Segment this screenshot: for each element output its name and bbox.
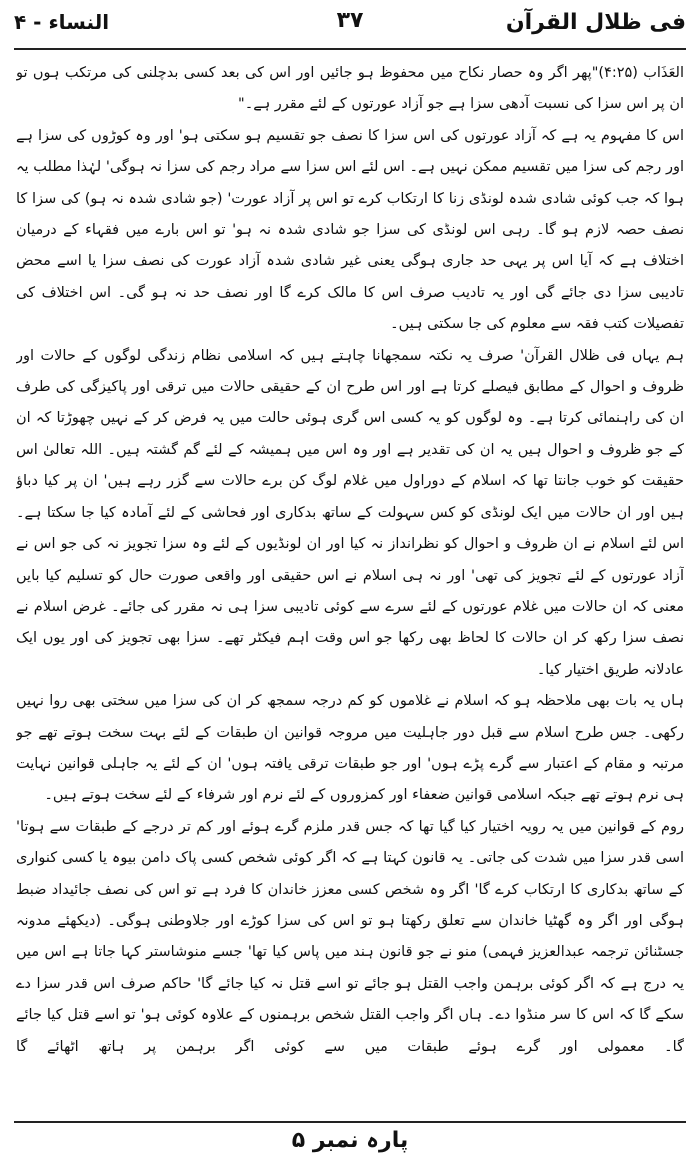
paragraph-3: ہم یہاں فی ظلال القرآن' صرف یہ نکتہ سمجھانا چاہتے ہیں کہ اسلامی نظام زندگی لوگوں کے حالات اور ظروف و احوال کے مطابق فیصلے کرتا ہے اور اس طرح ان کے حقیقی حالات میں ترقی اور پاکیزگی کی طرف ان کی راہنمائی کرتا ہے۔ وہ لوگوں کو یہ کسی اس گری ہوئی حالت میں یہ فرض کر کے نہیں چھوڑتا کہ ان کے جو ظروف و احوال ہیں یہ ان کی تقدیر ہے اور وہ اس میں ہمیشہ کے لئے گم گشتہ ہیں۔ اللہ تعالیٰ اس حقیقت کو خوب جانتا تھا کہ اسلام کے دوراول میں غلام لوگ کن برے حالات سے گزر رہے ہیں' ان پر کیا دباؤ ہیں اور ان حالات میں ایک لونڈی کو کس سہولت کے ساتھ بدکاری اور فحاشی کے لئے آمادہ کیا جا سکتا ہے۔ اس لئے اسلام نے ان ظروف و احوال کو نظرانداز نہ کیا اور ان لونڈیوں کے لئے وہ سزا تجویز نہ کی جو اس نے آزاد عورتوں کے لئے تجویز کی تھی' اور نہ ہی اسلام نے اس حقیقی اور واقعی صورت حال کو تسلیم کیا بایں معنی کہ ان حالات میں غلام عورتوں کے لئے سرے سے کوئی تادیبی سزا ہی نہ مقرر کی جائے۔ غرض اسلام نے نصف سزا رکھ کر ان حالات کا لحاظ بھی رکھا جو اس وقت اہم فیکٹر تھے۔ سزا بھی تجویز کی اور یوں ایک عادلانہ طریق اختیار کیا۔ bbox=[16, 347, 684, 678]
header-divider bbox=[14, 48, 686, 50]
para-number: پارہ نمبر ۵ bbox=[291, 1128, 409, 1153]
paragraph-1: العَذَاب (۴:۲۵)"پھر اگر وہ حصار نکاح میں محفوظ ہو جائیں اور اس کی بعد کسی بدچلنی کی مرتکب ہوں تو ان پر اس سزا کی نسبت آدھی سزا ہے جو آزاد عورتوں کے لئے مقرر ہے۔" bbox=[16, 65, 684, 113]
book-title: فی ظلال القرآن bbox=[505, 10, 686, 35]
page-number: ۳۷ bbox=[336, 8, 364, 33]
paragraph-5: روم کے قوانین میں یہ رویہ اختیار کیا گیا تھا کہ جس قدر ملزم گرے ہوئے اور کم تر درجے کے طبقات سے ہوتا' اسی قدر سزا میں شدت کی جاتی۔ یہ قانون کہتا ہے کہ اگر کوئی شخص کسی پاک دامن بیوہ یا کسی کنواری کے ساتھ بدکاری کا ارتکاب کرے گا' اگر وہ شخص کسی معزز خاندان کا فرد ہے تو اس کی نصف جائیداد ضبط ہوگی اور اگر وہ گھٹیا خاندان سے تعلق رکھتا ہو تو اس کی سزا کوڑے اور جلاوطنی ہوگی۔ (دیکھئے مدونہ جسٹنائن ترجمہ عبدالعزیز فہمی) منو نے جو قانون ہند میں پاس کیا تھا' جسے منوشاستر کہا جاتا ہے اس میں یہ درج ہے کہ اگر کوئی برہمن واجب القتل ہو جائے تو اسے قتل نہ کیا جائے گا' حاکم صرف اس قدر سزا دے سکے گا کہ اس کا سر منڈوا دے۔ ہاں اگر واجب القتل شخص برہمنوں کے علاوہ کوئی ہو' تو اسے قتل کیا جائے گا۔ معمولی اور گرے ہوئے طبقات میں سے کوئی اگر برہمن پر ہاتھ اٹھائے گا bbox=[16, 818, 684, 1055]
paragraph-4: ہاں یہ بات بھی ملاحظہ ہو کہ اسلام نے غلاموں کو کم درجہ سمجھ کر ان کی سزا میں سختی بھی روا نہیں رکھی۔ جس طرح اسلام سے قبل دور جاہلیت میں مروجہ قوانین ان طبقات کے لئے بہت سخت ہوتے تھے جو مرتبہ و مقام کے اعتبار سے گرے پڑے ہوں' اور جو طبقات ترقی یافتہ ہوں' ان کے لئے یہ جاہلی قوانین نہایت ہی نرم ہوتے تھے جبکہ اسلامی قوانین ضعفاء اور کمزوروں کے لئے نرم اور شرفاء کے لئے سخت ہوتے ہیں۔ bbox=[16, 693, 684, 804]
page-header bbox=[14, 6, 686, 46]
page-body bbox=[16, 58, 684, 1113]
paragraph-2: اس کا مفہوم یہ ہے کہ آزاد عورتوں کی اس سزا کا نصف جو تقسیم ہو سکتی ہو' اور وہ کوڑوں کی سزا ہے اور رجم کی سزا میں تقسیم ممکن نہیں ہے۔ اس لئے اس سزا سے مراد رجم کی سزا نہ ہوگی' لہٰذا مطلب یہ ہوا کہ جب کوئی شادی شدہ لونڈی زنا کا ارتکاب کرے تو اس پر آزاد عورت' (جو شادی شدہ نہ ہو) کی سزا کا نصف حصہ لازم ہو گا۔ رہی اس لونڈی کی سزا جو شادی شدہ نہ ہو' تو اس بارے میں فقہاء کے درمیان اختلاف ہے کہ آیا اس پر یہی حد جاری ہوگی یعنی غیر شادی شدہ آزاد عورت کی نصف سزا یا اسے محض تادیبی سزا دی جائے گی اور یہ تادیب صرف اس کا مالک کرے گا اور نصف حد نہ ہو گی۔ اس اختلاف کی تفصیلات کتب فقہ سے معلوم کی جا سکتی ہیں۔ bbox=[16, 127, 684, 333]
surah-label: النساء - ۴ bbox=[14, 10, 110, 34]
footer-divider bbox=[14, 1121, 686, 1123]
